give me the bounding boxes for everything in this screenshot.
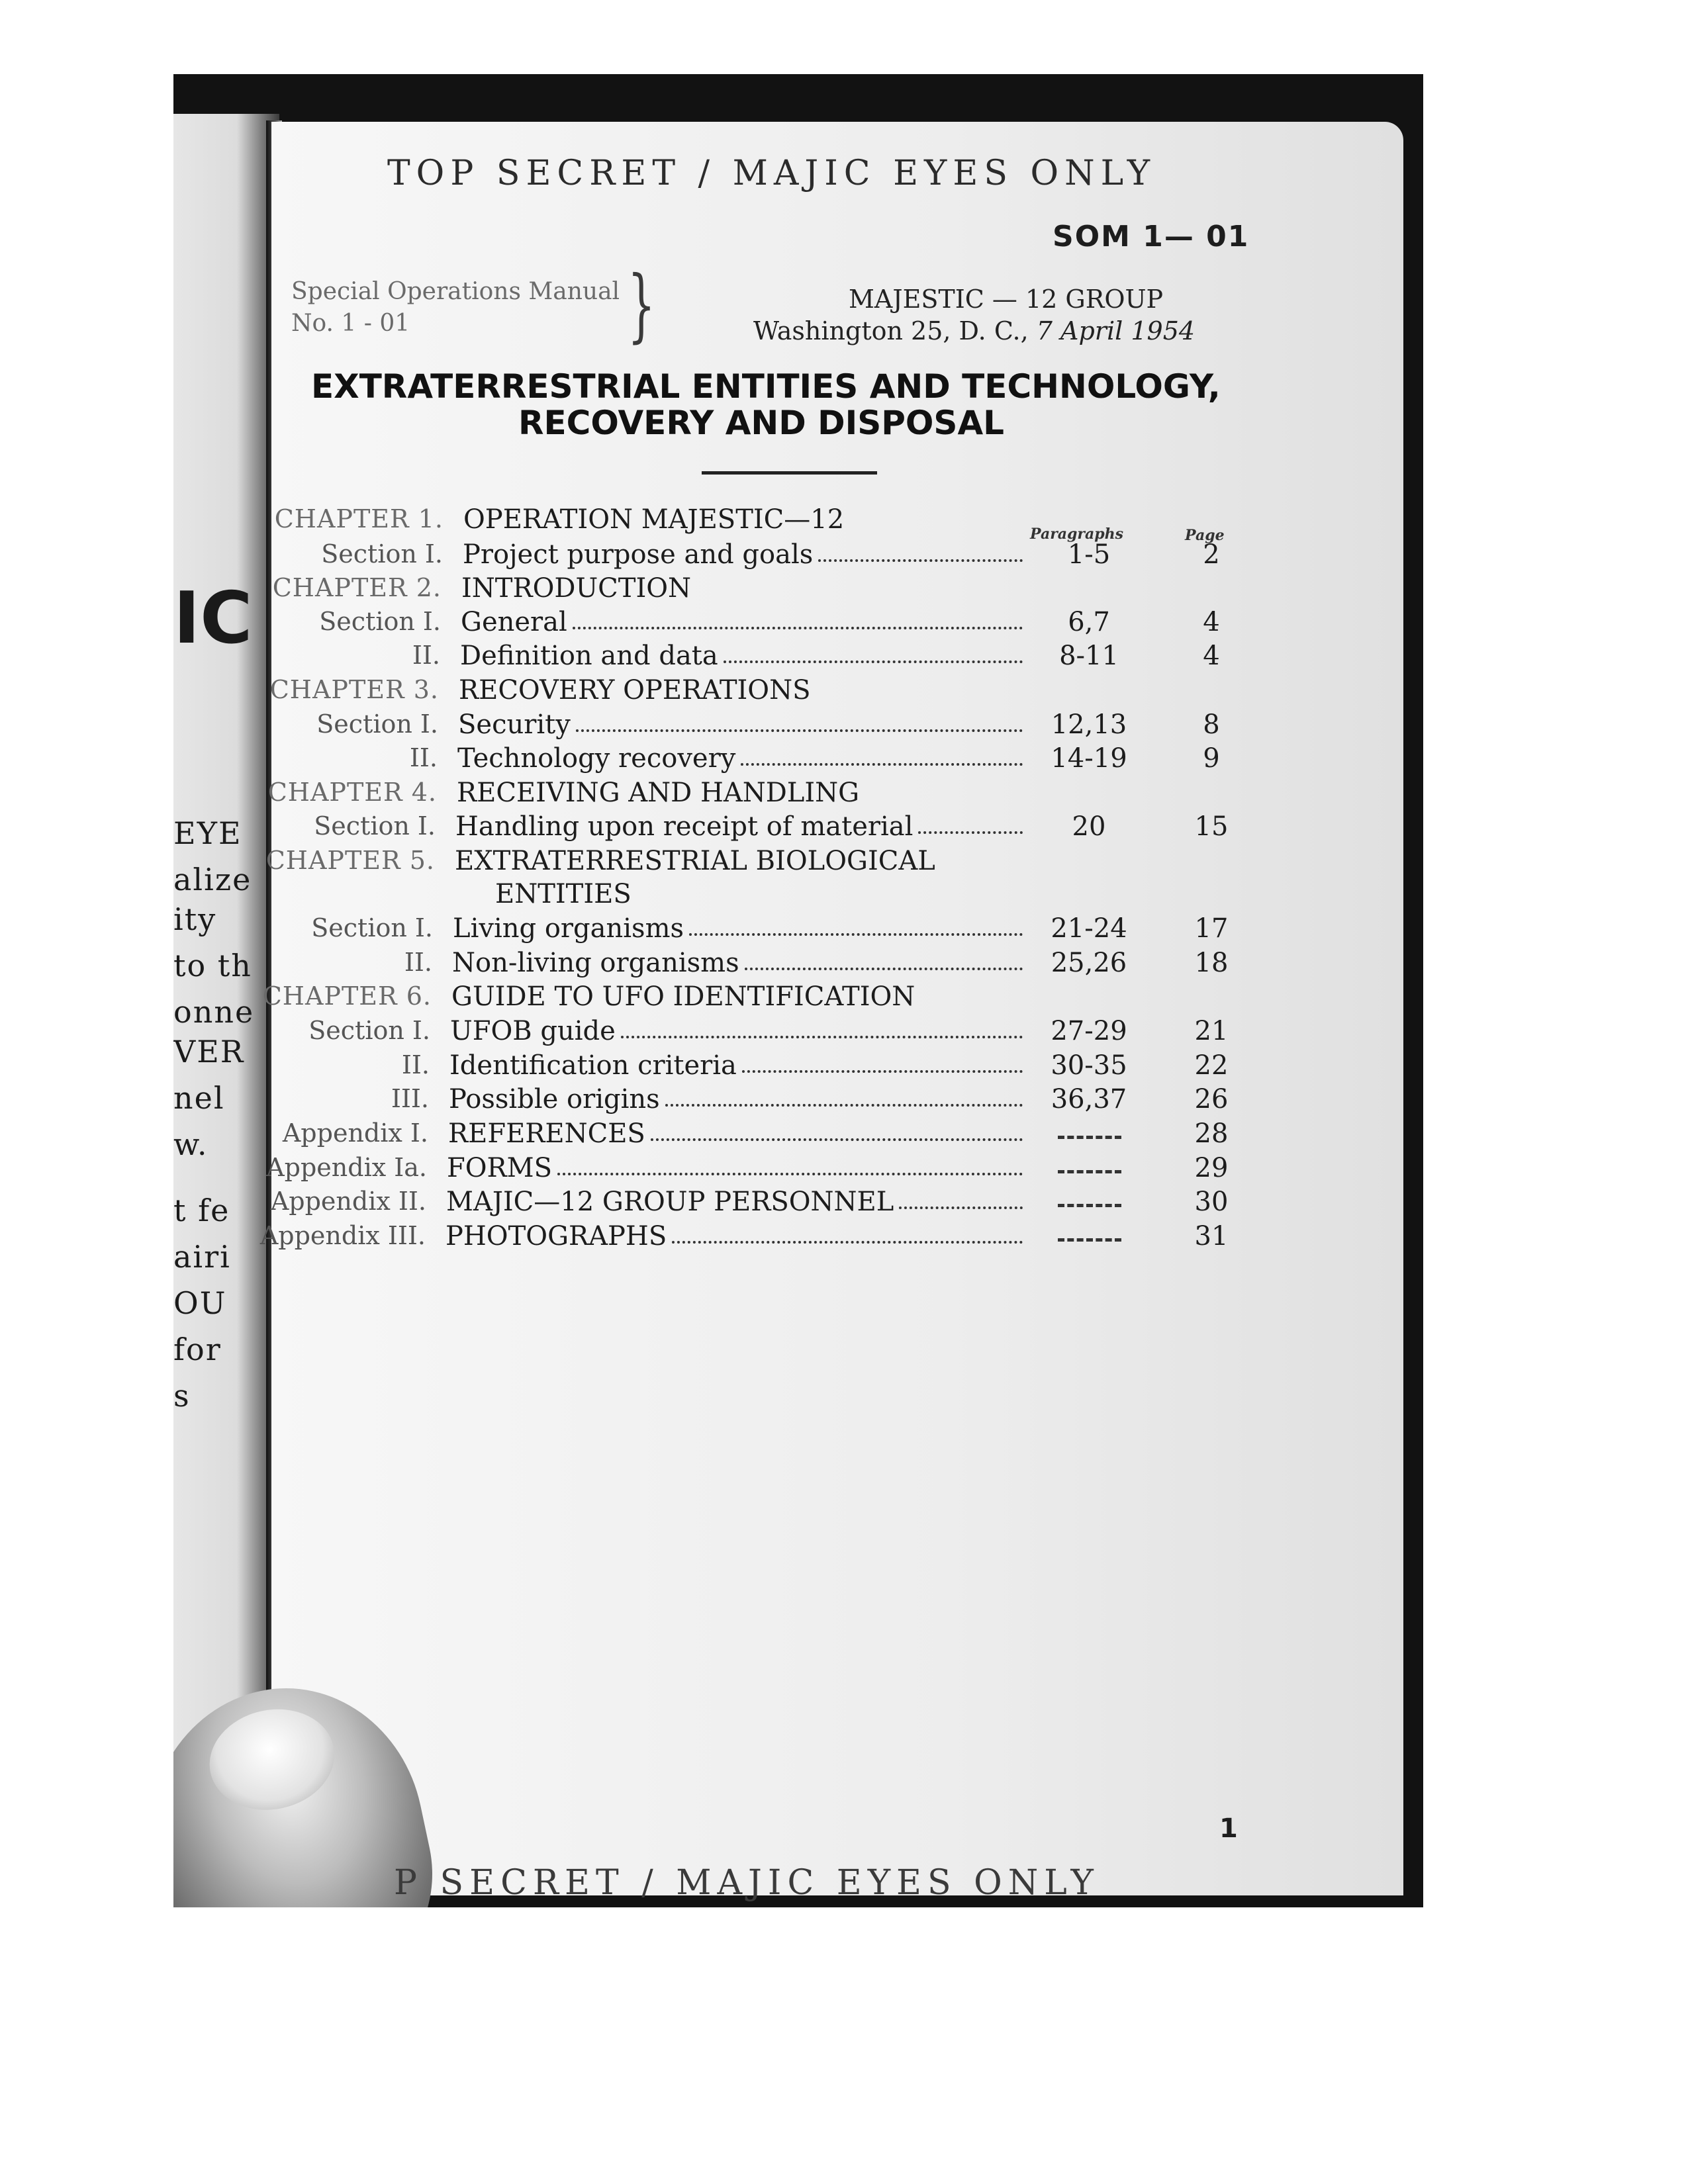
toc-entry: REFERENCES — [448, 1118, 645, 1149]
brace-glyph: } — [628, 259, 655, 351]
dot-leader — [899, 1206, 1023, 1209]
toc-label: II. — [401, 1050, 430, 1079]
toc-entry: Possible origins — [449, 1084, 660, 1115]
toc-row — [0, 778, 1688, 812]
toc-row — [0, 1016, 1688, 1050]
toc-row — [0, 846, 1688, 880]
toc-paragraphs-blank — [1058, 1136, 1121, 1139]
toc-row — [0, 607, 1688, 641]
toc-row — [0, 913, 1688, 948]
dot-leader — [665, 1104, 1023, 1107]
left-page-fragment: to th — [173, 948, 252, 983]
toc-paragraphs: 25,26 — [1051, 948, 1127, 978]
left-page-fragment: alize — [173, 862, 252, 897]
toc-page: 21 — [1194, 1016, 1229, 1046]
toc-label: Appendix Ia. — [266, 1153, 427, 1182]
toc-paragraphs: 6,7 — [1068, 607, 1110, 637]
col-header-page: Page — [1185, 527, 1225, 544]
manual-title: Special Operations Manual — [291, 278, 620, 305]
dot-leader — [573, 627, 1023, 629]
left-page-fragment: VER — [173, 1034, 245, 1069]
toc-label: CHAPTER 6. — [262, 981, 432, 1011]
dot-leader — [918, 831, 1023, 834]
left-page-fragment: for — [173, 1332, 222, 1367]
toc-row — [0, 1221, 1688, 1255]
toc-row — [0, 811, 1688, 846]
toc-page: 15 — [1194, 811, 1229, 842]
left-page-fragment: OU — [173, 1285, 227, 1321]
toc-entry: UFOB guide — [450, 1016, 616, 1046]
toc-paragraphs: 14-19 — [1051, 743, 1127, 774]
left-page-fragment: t fe — [173, 1193, 230, 1228]
toc-label: Section I. — [316, 709, 438, 739]
toc-page: 4 — [1203, 607, 1220, 637]
toc-label: Appendix III. — [259, 1221, 426, 1250]
toc-page: 18 — [1194, 948, 1229, 978]
left-page-fragment: IC — [173, 577, 253, 660]
col-header-paragraphs: Paragraphs — [1030, 525, 1124, 543]
toc-paragraphs: 12,13 — [1051, 709, 1127, 740]
toc-label: II. — [409, 743, 438, 772]
toc-label: Section I. — [314, 811, 436, 841]
toc-label: II. — [412, 641, 440, 670]
toc-paragraphs: 27-29 — [1051, 1016, 1127, 1046]
toc-entry: INTRODUCTION — [461, 573, 692, 604]
toc-paragraphs-blank — [1058, 1170, 1121, 1173]
left-page-fragment: nel — [173, 1080, 225, 1116]
toc-row — [0, 675, 1688, 709]
toc-page: 4 — [1203, 641, 1220, 671]
toc-entry: OPERATION MAJESTIC—12 — [463, 504, 845, 535]
left-page-fragment: onne — [173, 994, 255, 1030]
toc-page: 2 — [1203, 539, 1220, 570]
toc-entry: Identification criteria — [449, 1050, 737, 1081]
toc-entry: RECOVERY OPERATIONS — [459, 675, 811, 705]
toc-page: 26 — [1194, 1084, 1229, 1115]
toc-label: Section I. — [319, 607, 441, 636]
toc-entry: Non-living organisms — [452, 948, 739, 978]
toc-row — [0, 504, 1688, 539]
toc-entry: General — [461, 607, 567, 637]
toc-entry: Project purpose and goals — [463, 539, 814, 570]
toc-row — [0, 1050, 1688, 1085]
toc-row — [0, 573, 1688, 608]
toc-entry: GUIDE TO UFO IDENTIFICATION — [451, 981, 915, 1012]
issue-date: 7 April 1954 — [1036, 316, 1196, 345]
left-page-fragment: airi — [173, 1239, 231, 1275]
toc-page: 29 — [1194, 1153, 1229, 1183]
toc-entry: EXTRATERRESTRIAL BIOLOGICAL — [455, 846, 935, 876]
toc-page: 30 — [1194, 1187, 1229, 1217]
manual-number: No. 1 - 01 — [291, 310, 410, 337]
document-title-line1: EXTRATERRESTRIAL ENTITIES AND TECHNOLOGY, — [311, 367, 1221, 406]
document-title-line2: RECOVERY AND DISPOSAL — [518, 404, 1005, 442]
toc-row — [0, 981, 1688, 1016]
toc-label: CHAPTER 4. — [267, 778, 437, 807]
toc-paragraphs-blank — [1058, 1238, 1121, 1242]
toc-label: Appendix II. — [270, 1187, 426, 1216]
issuer-location: Washington 25, D. C., 7 April 1954 — [753, 316, 1196, 345]
dot-leader — [724, 660, 1023, 663]
toc-row — [0, 641, 1688, 675]
toc-label: CHAPTER 3. — [269, 675, 439, 704]
toc-page: 22 — [1194, 1050, 1229, 1081]
toc-entry: PHOTOGRAPHS — [445, 1221, 667, 1251]
toc-paragraphs: 8-11 — [1059, 641, 1119, 671]
toc-paragraphs: 36,37 — [1051, 1084, 1127, 1115]
dot-leader — [672, 1241, 1023, 1244]
dot-leader — [621, 1036, 1023, 1038]
toc-row — [0, 1084, 1688, 1118]
dot-leader — [689, 933, 1023, 936]
classification-bottom: P SECRET / MAJIC EYES ONLY — [394, 1863, 1100, 1903]
toc-row — [0, 948, 1688, 982]
toc-row — [0, 1153, 1688, 1187]
toc-page: 9 — [1203, 743, 1220, 774]
toc-label: CHAPTER 5. — [265, 846, 435, 875]
toc-row — [0, 743, 1688, 778]
toc-entry: Technology recovery — [457, 743, 736, 774]
classification-top: TOP SECRET / MAJIC EYES ONLY — [387, 154, 1156, 193]
issuer-name: MAJESTIC — 12 GROUP — [849, 285, 1164, 314]
toc-label: Section I. — [311, 913, 433, 942]
toc-paragraphs: 20 — [1072, 811, 1106, 842]
toc-row — [0, 1187, 1688, 1221]
toc-entry: ENTITIES — [495, 879, 632, 909]
toc-label: Section I. — [308, 1016, 430, 1045]
toc-paragraphs: 21-24 — [1051, 913, 1127, 944]
toc-label: CHAPTER 2. — [272, 573, 442, 602]
document-code: SOM 1— 01 — [1053, 220, 1250, 253]
left-page-fragment: w. — [173, 1126, 209, 1162]
toc-entry: MAJIC—12 GROUP PERSONNEL — [446, 1187, 894, 1217]
toc-entry: FORMS — [447, 1153, 553, 1183]
toc-page: 28 — [1194, 1118, 1229, 1149]
left-page-fragment: EYE — [173, 815, 242, 851]
dot-leader — [818, 559, 1023, 562]
toc-paragraphs-blank — [1058, 1204, 1121, 1207]
toc-row — [0, 879, 1688, 913]
dot-leader — [741, 763, 1023, 766]
dot-leader — [651, 1138, 1023, 1141]
left-page-fragment: s — [173, 1378, 191, 1414]
dot-leader — [557, 1173, 1023, 1175]
title-rule — [702, 471, 877, 475]
toc-label: Section I. — [321, 539, 443, 569]
toc-paragraphs: 30-35 — [1051, 1050, 1127, 1081]
toc-page: 8 — [1203, 709, 1220, 740]
toc-entry: Security — [458, 709, 571, 740]
toc-page: 31 — [1194, 1221, 1229, 1251]
page-number: 1 — [1219, 1813, 1238, 1844]
toc-row — [0, 539, 1688, 574]
toc-entry: RECEIVING AND HANDLING — [457, 778, 860, 808]
toc-label: Appendix I. — [282, 1118, 428, 1148]
toc-entry: Living organisms — [453, 913, 684, 944]
toc-page: 17 — [1194, 913, 1229, 944]
dot-leader — [576, 729, 1023, 732]
toc-label: III. — [391, 1084, 429, 1113]
toc-entry: Definition and data — [460, 641, 718, 671]
toc-row — [0, 709, 1688, 744]
toc-paragraphs: 1-5 — [1067, 539, 1111, 570]
dot-leader — [745, 968, 1023, 970]
toc-label: II. — [404, 948, 432, 977]
toc-entry: Handling upon receipt of material — [455, 811, 914, 842]
dot-leader — [742, 1070, 1023, 1073]
toc-row — [0, 1118, 1688, 1153]
left-page-fragment: ity — [173, 901, 217, 937]
toc-label: CHAPTER 1. — [274, 504, 444, 533]
